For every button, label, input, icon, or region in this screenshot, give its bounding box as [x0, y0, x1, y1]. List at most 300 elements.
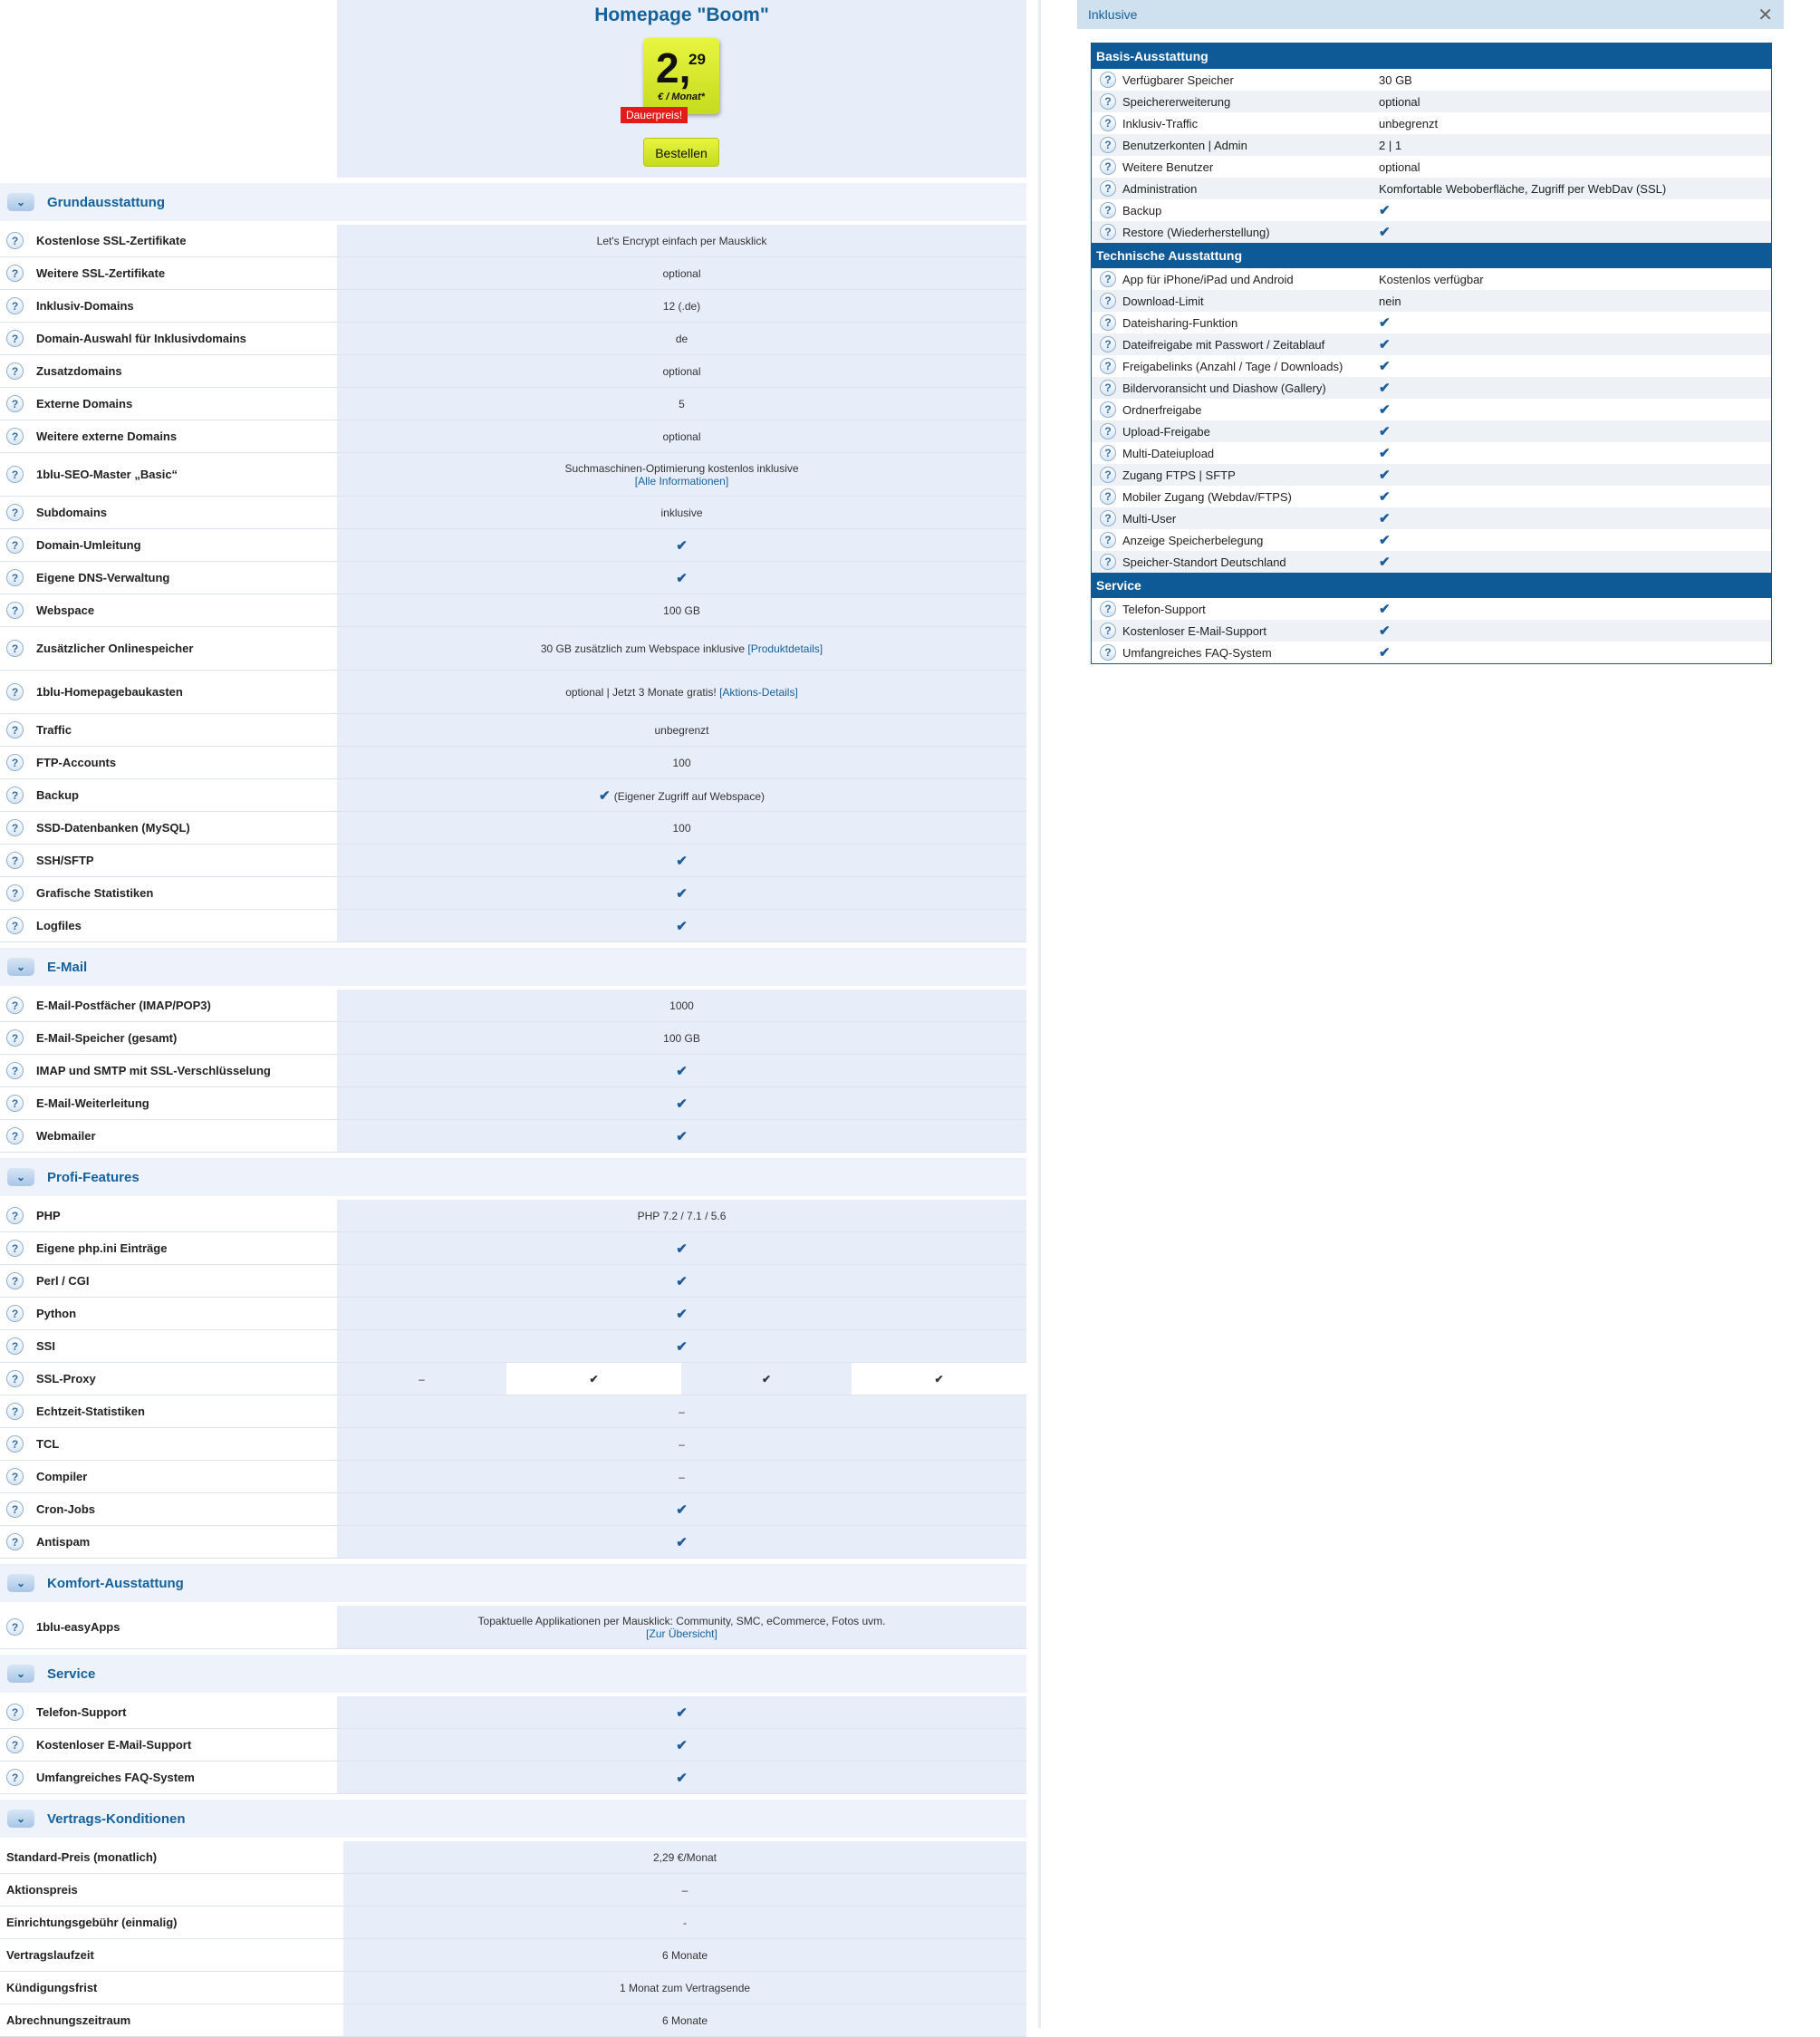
help-icon[interactable]: ? — [1100, 93, 1116, 110]
item-value: ✔ — [1379, 533, 1391, 548]
help-icon[interactable]: ? — [6, 819, 24, 836]
item-label — [1092, 180, 1379, 197]
row-label — [0, 562, 337, 594]
row-label — [0, 812, 337, 844]
table-row — [0, 1298, 1026, 1330]
row-label-text: Zusätzlicher Onlinespeicher — [36, 642, 194, 655]
row-label — [0, 1696, 337, 1728]
value-text: ✔ — [676, 1770, 688, 1786]
row-value — [343, 2004, 1026, 2036]
item-label-text: Multi-Dateiupload — [1122, 446, 1215, 460]
list-item — [1092, 642, 1771, 663]
row-label-text: Aktionspreis — [6, 1883, 78, 1897]
help-icon[interactable]: ? — [6, 504, 24, 521]
row-label — [0, 290, 337, 322]
row-label-text: E-Mail-Postfächer (IMAP/POP3) — [36, 999, 211, 1012]
chevron-down-icon[interactable]: ⌄ — [7, 958, 34, 976]
row-label-text: Webmailer — [36, 1129, 96, 1143]
value-text: ✔ — [676, 885, 688, 902]
section-title: Profi-Features — [47, 1169, 140, 1185]
info-link[interactable]: [Aktions-Details] — [719, 685, 798, 699]
check-icon: ✔ — [598, 787, 614, 804]
help-icon[interactable]: ? — [1100, 445, 1116, 461]
close-icon[interactable]: ✕ — [1757, 5, 1773, 25]
help-icon[interactable]: ? — [6, 997, 24, 1014]
help-icon[interactable]: ? — [1100, 180, 1116, 197]
row-label-text: Externe Domains — [36, 397, 133, 410]
help-icon[interactable]: ? — [6, 1370, 24, 1387]
item-value: ✔ — [1379, 511, 1391, 526]
item-value: ✔ — [1379, 468, 1391, 483]
section-header[interactable] — [0, 1655, 1026, 1693]
list-item — [1092, 399, 1771, 420]
group-basis-ausstattung — [1092, 43, 1771, 243]
help-icon[interactable]: ? — [1100, 293, 1116, 309]
product-column-header — [337, 0, 1026, 178]
row-label — [0, 594, 337, 626]
help-icon[interactable]: ? — [1100, 423, 1116, 439]
row-value — [337, 747, 1026, 778]
value-text: – — [681, 1883, 689, 1897]
help-icon[interactable]: ? — [6, 569, 24, 586]
section-header[interactable] — [0, 1564, 1026, 1602]
product-header — [0, 0, 1026, 178]
help-icon[interactable]: ? — [1100, 510, 1116, 526]
help-icon[interactable]: ? — [6, 1207, 24, 1224]
table-row — [0, 845, 1026, 877]
table-row — [0, 1762, 1026, 1794]
value-cell: ✔ — [506, 1363, 681, 1395]
value-line — [565, 686, 798, 699]
table-row — [0, 594, 1026, 627]
help-icon[interactable]: ? — [6, 1618, 24, 1636]
list-item — [1092, 355, 1771, 377]
value-cells — [337, 1363, 1026, 1395]
help-icon[interactable]: ? — [6, 536, 24, 554]
section-email — [0, 948, 1026, 1153]
group-technische-ausstattung — [1092, 243, 1771, 573]
row-label — [0, 355, 337, 387]
row-value — [343, 1972, 1026, 2003]
help-icon[interactable]: ? — [6, 265, 24, 282]
item-label-text: Mobiler Zugang (Webdav/FTPS) — [1122, 489, 1292, 504]
row-label-text: Weitere SSL-Zertifikate — [36, 266, 166, 280]
help-icon[interactable]: ? — [1100, 358, 1116, 374]
item-value: ✔ — [1379, 623, 1391, 639]
help-icon[interactable]: ? — [1100, 401, 1116, 418]
help-icon[interactable]: ? — [6, 754, 24, 771]
row-label-text: PHP — [36, 1209, 61, 1222]
help-icon[interactable]: ? — [1100, 271, 1116, 287]
help-icon[interactable]: ? — [6, 683, 24, 700]
table-row — [0, 1120, 1026, 1153]
section-header[interactable] — [0, 948, 1026, 986]
row-value — [337, 627, 1026, 670]
help-icon[interactable]: ? — [6, 1736, 24, 1753]
column-divider — [1038, 0, 1041, 2028]
row-value — [337, 845, 1026, 876]
info-link[interactable]: [Zur Übersicht] — [646, 1627, 717, 1640]
row-label-text: Weitere externe Domains — [36, 430, 178, 443]
list-item — [1092, 529, 1771, 551]
row-label — [0, 1729, 337, 1761]
row-value — [343, 1841, 1026, 1873]
panel-title: Inklusive — [1088, 7, 1138, 22]
item-label-text: Speichererweiterung — [1122, 94, 1231, 109]
value-text: 1000 — [669, 999, 694, 1012]
value-text: ✔ — [676, 1534, 688, 1550]
value-text: Topaktuelle Applikationen per Mausklick: Community, SMC, eCommerce, Fotos uvm. — [477, 1614, 886, 1627]
row-label-text: Umfangreiches FAQ-System — [36, 1771, 195, 1784]
item-value: optional — [1379, 94, 1420, 109]
help-icon[interactable]: ? — [6, 602, 24, 619]
row-value — [337, 1461, 1026, 1492]
section-profi-features — [0, 1158, 1026, 1559]
list-item — [1092, 199, 1771, 221]
item-label — [1092, 72, 1379, 88]
table-row — [0, 990, 1026, 1022]
list-item — [1092, 112, 1771, 134]
value-text: optional — [662, 430, 701, 443]
section-header[interactable] — [0, 1800, 1026, 1838]
table-row — [0, 1493, 1026, 1526]
item-label — [1092, 445, 1379, 461]
item-label — [1092, 601, 1379, 617]
row-label — [0, 1087, 337, 1119]
section-komfort-ausstattung — [0, 1564, 1026, 1649]
help-icon[interactable]: ? — [6, 466, 24, 483]
info-link[interactable]: [Alle Informationen] — [634, 474, 729, 488]
row-value — [337, 671, 1026, 713]
row-value — [337, 453, 1026, 496]
row-label-text: Traffic — [36, 723, 72, 737]
list-item — [1092, 464, 1771, 486]
item-label-text: Dateifreigabe mit Passwort / Zeitablauf — [1122, 337, 1325, 352]
section-service — [0, 1655, 1026, 1794]
row-label — [0, 1298, 337, 1329]
item-label — [1092, 644, 1379, 661]
help-icon[interactable]: ? — [1100, 467, 1116, 483]
row-label — [0, 2004, 343, 2036]
row-label-text: Perl / CGI — [36, 1274, 90, 1288]
item-label — [1092, 336, 1379, 352]
help-icon[interactable]: ? — [6, 330, 24, 347]
item-label-text: Anzeige Speicherbelegung — [1122, 533, 1264, 547]
table-row — [0, 355, 1026, 388]
value-text: ✔ — [676, 1096, 688, 1112]
help-icon[interactable]: ? — [1100, 601, 1116, 617]
row-label — [0, 1972, 343, 2003]
item-label-text: Kostenloser E-Mail-Support — [1122, 623, 1266, 638]
info-link[interactable]: [Produktdetails] — [747, 642, 823, 655]
row-label — [0, 529, 337, 561]
row-value — [337, 1200, 1026, 1231]
help-icon[interactable]: ? — [6, 1468, 24, 1485]
help-icon[interactable]: ? — [6, 1337, 24, 1355]
section-header[interactable] — [0, 1158, 1026, 1196]
value-text: 6 Monate — [661, 1948, 708, 1962]
help-icon[interactable]: ? — [6, 362, 24, 380]
item-label-text: Multi-User — [1122, 511, 1177, 526]
help-icon[interactable]: ? — [1100, 644, 1116, 661]
list-item — [1092, 91, 1771, 112]
help-icon[interactable]: ? — [1100, 137, 1116, 153]
row-label — [0, 1907, 343, 1938]
row-value — [337, 1493, 1026, 1525]
help-icon[interactable]: ? — [1100, 159, 1116, 175]
table-row — [0, 714, 1026, 747]
item-label — [1092, 554, 1379, 570]
table-row — [0, 910, 1026, 942]
item-value: ✔ — [1379, 203, 1391, 218]
item-value: ✔ — [1379, 424, 1391, 439]
group-title: Basis-Ausstattung — [1092, 43, 1771, 69]
help-icon[interactable]: ? — [6, 1240, 24, 1257]
table-row — [0, 627, 1026, 671]
help-icon[interactable]: ? — [6, 787, 24, 804]
item-label-text: Upload-Freigabe — [1122, 424, 1210, 439]
value-cell: ✔ — [681, 1363, 852, 1395]
row-label-text: Backup — [36, 788, 79, 802]
help-icon[interactable]: ? — [6, 232, 24, 249]
help-icon[interactable]: ? — [6, 1272, 24, 1289]
help-icon[interactable]: ? — [6, 884, 24, 902]
item-label — [1092, 532, 1379, 548]
table-row — [0, 2004, 1026, 2037]
row-label — [0, 1526, 337, 1558]
value-text: ✔ — [676, 1063, 688, 1079]
value-text: ✔ — [676, 1241, 688, 1257]
row-value — [337, 910, 1026, 941]
value-text: unbegrenzt — [654, 723, 709, 737]
table-row — [0, 225, 1026, 257]
chevron-down-icon[interactable]: ⌄ — [7, 1168, 34, 1186]
help-icon[interactable]: ? — [1100, 72, 1116, 88]
item-label-text: Freigabelinks (Anzahl / Tage / Downloads) — [1122, 359, 1343, 373]
row-label — [0, 1055, 337, 1086]
value-text: ✔ — [676, 918, 688, 934]
row-label — [0, 1874, 343, 1906]
row-value — [337, 388, 1026, 420]
chevron-down-icon[interactable]: ⌄ — [7, 193, 34, 211]
row-label — [0, 747, 337, 778]
value-text: - — [683, 1916, 687, 1929]
row-label-text: Kostenloser E-Mail-Support — [36, 1738, 192, 1752]
value-text: PHP 7.2 / 7.1 / 5.6 — [637, 1209, 727, 1222]
help-icon[interactable]: ? — [6, 1127, 24, 1144]
row-label — [0, 910, 337, 941]
help-icon[interactable]: ? — [1100, 380, 1116, 396]
row-label — [0, 1841, 343, 1873]
item-label-text: Backup — [1122, 203, 1162, 217]
row-label-text: Domain-Umleitung — [36, 538, 141, 552]
item-value: ✔ — [1379, 359, 1391, 374]
chevron-down-icon[interactable]: ⌄ — [7, 1810, 34, 1828]
item-value: 2 | 1 — [1379, 138, 1402, 152]
row-label-text: SSD-Datenbanken (MySQL) — [36, 821, 190, 835]
value-line — [541, 642, 823, 655]
list-item — [1092, 620, 1771, 642]
table-row — [0, 1526, 1026, 1559]
row-label — [0, 420, 337, 452]
help-icon[interactable]: ? — [1100, 115, 1116, 131]
help-icon[interactable]: ? — [1100, 532, 1116, 548]
value-text: ✔ — [676, 1704, 688, 1721]
table-row — [0, 1907, 1026, 1939]
table-row — [0, 1874, 1026, 1907]
table-row — [0, 1696, 1026, 1729]
row-value — [337, 812, 1026, 844]
help-icon[interactable]: ? — [6, 1062, 24, 1079]
help-icon[interactable]: ? — [1100, 623, 1116, 639]
item-label-text: Dateisharing-Funktion — [1122, 315, 1238, 330]
list-item — [1092, 312, 1771, 333]
table-row — [0, 453, 1026, 497]
list-item — [1092, 178, 1771, 199]
help-icon[interactable]: ? — [6, 1704, 24, 1721]
help-icon[interactable]: ? — [6, 428, 24, 445]
section-header[interactable] — [0, 183, 1026, 221]
value-text: 5 — [679, 397, 685, 410]
row-label — [0, 1265, 337, 1297]
value-text: 100 — [672, 821, 691, 835]
table-row — [0, 1087, 1026, 1120]
row-label-text: Standard-Preis (monatlich) — [6, 1850, 158, 1864]
value-line — [564, 462, 798, 475]
row-label-text: 1blu-easyApps — [36, 1620, 120, 1634]
list-item — [1092, 221, 1771, 243]
table-row — [0, 1461, 1026, 1493]
row-value — [343, 1874, 1026, 1906]
help-icon[interactable]: ? — [6, 1435, 24, 1453]
group-title: Technische Ausstattung — [1092, 243, 1771, 268]
item-label-text: Administration — [1122, 181, 1198, 196]
help-icon[interactable]: ? — [6, 917, 24, 934]
help-icon[interactable]: ? — [6, 721, 24, 739]
list-item — [1092, 156, 1771, 178]
section-title: Komfort-Ausstattung — [47, 1575, 184, 1591]
row-label-text: Telefon-Support — [36, 1705, 127, 1719]
row-label-text: Vertragslaufzeit — [6, 1948, 94, 1962]
row-label-text: Grafische Statistiken — [36, 886, 154, 900]
help-icon[interactable]: ? — [1100, 554, 1116, 570]
row-label-text: Eigene DNS-Verwaltung — [36, 571, 170, 584]
row-value — [337, 1120, 1026, 1152]
item-label — [1092, 401, 1379, 418]
help-icon[interactable]: ? — [6, 1769, 24, 1786]
help-icon[interactable]: ? — [6, 1501, 24, 1518]
price-cents: 29 — [689, 51, 706, 68]
help-icon[interactable]: ? — [6, 1095, 24, 1112]
value-cell: ✔ — [852, 1363, 1026, 1395]
chevron-down-icon[interactable]: ⌄ — [7, 1665, 34, 1683]
row-value — [337, 257, 1026, 289]
help-icon[interactable]: ? — [6, 852, 24, 869]
row-label — [0, 225, 337, 256]
row-label — [0, 1022, 337, 1054]
help-icon[interactable]: ? — [6, 297, 24, 314]
value-text: 100 GB — [663, 603, 700, 617]
product-title: Homepage "Boom" — [594, 5, 769, 25]
item-label — [1092, 271, 1379, 287]
item-label-text: Zugang FTPS | SFTP — [1122, 468, 1236, 482]
value-text: ✔ — [676, 570, 688, 586]
row-label — [0, 1200, 337, 1231]
help-icon[interactable]: ? — [6, 1029, 24, 1047]
help-icon[interactable]: ? — [6, 395, 24, 412]
table-row — [0, 388, 1026, 420]
list-item — [1092, 69, 1771, 91]
value-cell: – — [337, 1363, 506, 1395]
value-text: ✔ — [676, 537, 688, 554]
help-icon[interactable]: ? — [1100, 488, 1116, 505]
item-label-text: Inklusiv-Traffic — [1122, 116, 1199, 130]
row-label — [0, 1330, 337, 1362]
item-label-text: Umfangreiches FAQ-System — [1122, 645, 1272, 660]
help-icon[interactable]: ? — [1100, 336, 1116, 352]
table-row — [0, 779, 1026, 812]
table-row — [0, 812, 1026, 845]
list-item — [1092, 290, 1771, 312]
item-value: nein — [1379, 294, 1401, 308]
item-label — [1092, 224, 1379, 240]
row-label — [0, 453, 337, 496]
help-icon[interactable]: ? — [1100, 224, 1116, 240]
item-value: unbegrenzt — [1379, 116, 1439, 130]
row-value — [337, 1526, 1026, 1558]
item-value: ✔ — [1379, 225, 1391, 240]
row-label — [0, 990, 337, 1021]
row-value — [337, 1696, 1026, 1728]
row-label — [0, 1232, 337, 1264]
list-item — [1092, 134, 1771, 156]
table-row — [0, 257, 1026, 290]
table-row — [0, 1428, 1026, 1461]
item-value: Kostenlos verfügbar — [1379, 272, 1484, 286]
row-label — [0, 714, 337, 746]
item-value: ✔ — [1379, 446, 1391, 461]
row-label — [0, 877, 337, 909]
row-label — [0, 1395, 337, 1427]
help-icon[interactable]: ? — [6, 1403, 24, 1420]
table-row — [0, 1972, 1026, 2004]
order-button[interactable]: Bestellen — [643, 138, 719, 167]
row-value — [337, 355, 1026, 387]
row-label — [0, 627, 337, 670]
item-value: Komfortable Weboberfläche, Zugriff per WebDav (SSL) — [1379, 181, 1667, 196]
chevron-down-icon[interactable]: ⌄ — [7, 1574, 34, 1592]
help-icon[interactable]: ? — [6, 1533, 24, 1550]
row-label — [0, 497, 337, 528]
list-item — [1092, 377, 1771, 399]
value-text: ✔ — [676, 1501, 688, 1518]
row-label-text: E-Mail-Speicher (gesamt) — [36, 1031, 178, 1045]
help-icon[interactable]: ? — [1100, 314, 1116, 331]
help-icon[interactable]: ? — [6, 1305, 24, 1322]
row-label — [0, 1428, 337, 1460]
value-text: ✔ — [676, 1737, 688, 1753]
help-icon[interactable]: ? — [1100, 202, 1116, 218]
price-box — [643, 38, 719, 114]
value-text: ✔ — [676, 1273, 688, 1289]
panel-header — [1077, 0, 1784, 29]
row-label-text: Kostenlose SSL-Zertifikate — [36, 234, 187, 247]
row-label-text: Abrechnungszeitraum — [6, 2013, 131, 2027]
help-icon[interactable]: ? — [6, 640, 24, 657]
value-text: optional — [662, 364, 701, 378]
list-item — [1092, 551, 1771, 573]
row-value — [343, 1939, 1026, 1971]
